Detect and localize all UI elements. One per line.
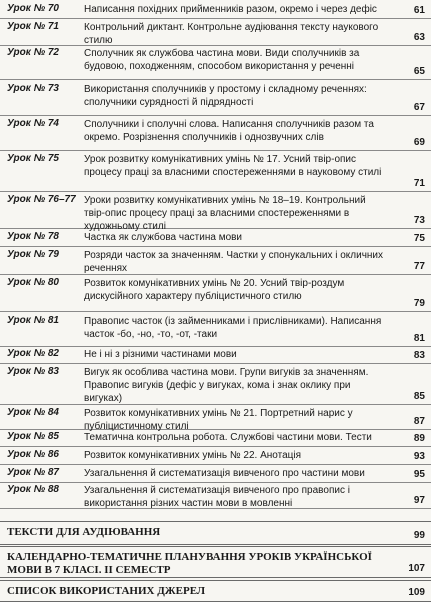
lesson-title: Тематична контрольна робота. Службові частини мови. Тести [84, 432, 372, 443]
lesson-row[interactable] [0, 44, 431, 80]
lesson-page-number: 83 [413, 350, 425, 361]
lesson-row[interactable] [0, 404, 431, 430]
lesson-title: Розвиток комунікативних умінь № 20. Усний твір-роздум дискусійного характеру публіцистичного стилю [84, 278, 345, 302]
lesson-page-number: 73 [413, 215, 425, 226]
lesson-title: Узагальнення й систематизація вивченого про правопис і використання різних частин мови в мовленні [84, 485, 350, 509]
lesson-number: Урок № 81 [7, 315, 59, 326]
lesson-title: Вигук як особлива частина мови. Групи вигуків за значенням. Правопис вигуків (дефіс у вигуках, кома і знак оклику при вигуках) [84, 367, 369, 404]
lesson-page-number: 69 [413, 137, 425, 148]
lesson-title: Частка як службова частина мови [84, 232, 243, 243]
lesson-row[interactable] [0, 345, 431, 364]
lesson-row[interactable] [0, 481, 431, 509]
lesson-title: Розвиток комунікативних умінь № 21. Портретний нарис у публіцистичному стилі [84, 408, 353, 432]
section-row[interactable] [0, 521, 431, 545]
section-page-number: 99 [413, 530, 425, 541]
lesson-row[interactable] [0, 446, 431, 465]
lesson-title: Контрольний диктант. Контрольне аудіювання тексту наукового стилю [84, 22, 379, 46]
lesson-page-number: 63 [413, 32, 425, 43]
lesson-page-number: 75 [413, 233, 425, 244]
lesson-title: Сполучник як службова частина мови. Види сполучників за будовою, походженням, способом використання у реченні [84, 48, 360, 72]
lesson-row[interactable] [0, 150, 431, 192]
lesson-row[interactable] [0, 274, 431, 312]
lesson-number: Урок № 87 [7, 467, 59, 478]
section-page-number: 109 [408, 587, 425, 598]
lesson-number: Урок № 84 [7, 407, 59, 418]
lesson-row[interactable] [0, 312, 431, 347]
lesson-number: Урок № 83 [7, 366, 59, 377]
lesson-title: Розряди часток за значенням. Частки у спонукальних і окличних реченнях [84, 250, 384, 274]
lesson-page-number: 61 [413, 5, 425, 16]
lesson-row[interactable] [0, 428, 431, 447]
section-row[interactable] [0, 580, 431, 602]
lesson-title: Написання похідних прийменників разом, окремо і через дефіс [84, 4, 377, 15]
lesson-title: Сполучники і сполучні слова. Написання сполучників разом та окремо. Розрізнення сполучників і однозвучних слів [84, 119, 374, 143]
lesson-row[interactable] [0, 228, 431, 247]
lesson-number: Урок № 82 [7, 348, 59, 359]
lesson-number: Урок № 70 [7, 3, 59, 14]
lesson-number: Урок № 80 [7, 277, 59, 288]
lesson-number: Урок № 71 [7, 21, 59, 32]
lesson-page-number: 77 [413, 261, 425, 272]
lesson-title: Не і ні з різними частинами мови [84, 349, 237, 360]
lesson-page-number: 89 [413, 433, 425, 444]
lesson-number: Урок № 75 [7, 153, 59, 164]
lesson-page-number: 85 [413, 391, 425, 402]
lesson-title: Урок розвитку комунікативних умінь № 17. Усний твір-опис процесу праці за власними спостереженнями в науковому стилі [84, 154, 382, 178]
section-title: СПИСОК ВИКОРИСТАНИХ ДЖЕРЕЛ [7, 585, 206, 597]
lesson-number: Урок № 72 [7, 47, 59, 58]
section-page-number: 107 [408, 563, 425, 574]
lesson-row[interactable] [0, 363, 431, 405]
section-title: КАЛЕНДАРНО-ТЕМАТИЧНЕ ПЛАНУВАННЯ УРОКІВ УКРАЇНСЬКОЇ МОВИ В 7 КЛАСІ. ІІ СЕМЕСТР [7, 551, 372, 576]
lesson-number: Урок № 76–77 [7, 194, 76, 205]
lesson-row[interactable] [0, 80, 431, 116]
lesson-page-number: 97 [413, 495, 425, 506]
lesson-page-number: 79 [413, 298, 425, 309]
lesson-number: Урок № 74 [7, 118, 59, 129]
lesson-page-number: 71 [413, 178, 425, 189]
lesson-page-number: 95 [413, 469, 425, 480]
lesson-row[interactable] [0, 191, 431, 232]
lesson-number: Урок № 79 [7, 249, 59, 260]
lesson-page-number: 87 [413, 416, 425, 427]
lesson-page-number: 65 [413, 66, 425, 77]
lesson-number: Урок № 88 [7, 484, 59, 495]
lesson-number: Урок № 85 [7, 431, 59, 442]
lesson-title: Правопис часток (із займенниками і прислівниками). Написання часток -бо, -но, -то, -от, -таки [84, 316, 382, 340]
lesson-title: Використання сполучників у простому і складному реченнях: сполучники сурядності й підрядності [84, 84, 367, 108]
lesson-page-number: 93 [413, 451, 425, 462]
lesson-title: Уроки розвитку комунікативних умінь № 18–19. Контрольний твір-опис процесу праці за власними спостереженнями в художньому стилі [84, 195, 366, 232]
lesson-row[interactable] [0, 115, 431, 151]
lesson-number: Урок № 78 [7, 231, 59, 242]
section-title: ТЕКСТИ ДЛЯ АУДІЮВАННЯ [7, 526, 161, 538]
lesson-number: Урок № 86 [7, 449, 59, 460]
section-row[interactable] [0, 546, 431, 578]
lesson-page-number: 81 [413, 333, 425, 344]
lesson-row[interactable] [0, 18, 431, 46]
lesson-title: Узагальнення й систематизація вивченого про частини мови [84, 468, 365, 479]
lesson-row[interactable] [0, 246, 431, 275]
lesson-page-number: 67 [413, 102, 425, 113]
lesson-number: Урок № 73 [7, 83, 59, 94]
lesson-title: Розвиток комунікативних умінь № 22. Анотація [84, 450, 302, 461]
lesson-row[interactable] [0, 0, 431, 19]
